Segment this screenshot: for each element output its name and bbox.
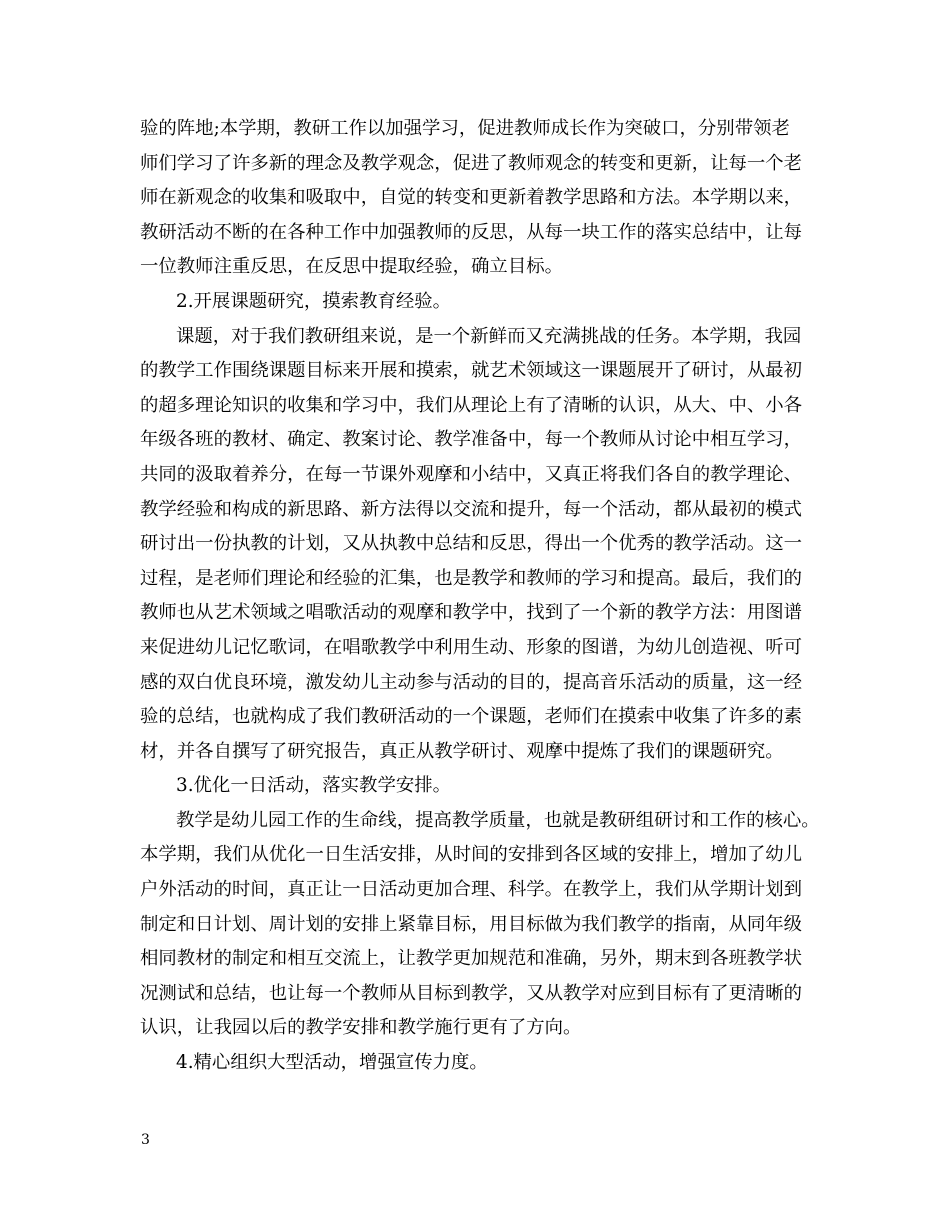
text-line: 教研活动不断的在各种工作中加强教师的反思，从每一块工作的落实总结中，让每	[140, 221, 803, 243]
text-line: 相同教材的制定和相互交流上，让教学更加规范和准确，另外，期末到各班教学状	[140, 948, 803, 970]
text-line: 来促进幼儿记忆歌词，在唱歌教学中利用生动、形象的图谱，为幼儿创造视、听可	[140, 636, 803, 658]
body-text	[140, 112, 820, 1081]
text-line: 教学经验和构成的新思路、新方法得以交流和提升，每一个活动，都从最初的模式	[140, 498, 803, 520]
text-line: 师们学习了许多新的理念及教学观念，促进了教师观念的转变和更新，让每一个老	[140, 152, 803, 174]
text-line: 的超多理论知识的收集和学习中，我们从理论上有了清晰的认识，从大、中、小各	[140, 394, 803, 416]
text-line: 共同的汲取着养分，在每一节课外观摩和小结中，又真正将我们各自的教学理论、	[140, 463, 803, 485]
section-heading: 4.精心组织大型活动，增强宣传力度。	[176, 1052, 488, 1074]
page-number: 3	[141, 1132, 150, 1148]
text-line: 的教学工作围绕课题目标来开展和摸索，就艺术领域这一课题展开了研讨，从最初	[140, 360, 803, 382]
text-line: 制定和日计划、周计划的安排上紧靠目标，用目标做为我们教学的指南，从同年级	[140, 913, 803, 935]
text-line: 验的阵地;本学期，教研工作以加强学习，促进教师成长作为突破口，分别带领老	[140, 118, 790, 139]
section-heading: 3.优化一日活动，落实教学安排。	[176, 775, 452, 797]
text-line: 材，并各自撰写了研究报告，真正从教学研讨、观摩中提炼了我们的课题研究。	[140, 740, 784, 762]
text-line: 过程，是老师们理论和经验的汇集，也是教学和教师的学习和提高。最后，我们的	[140, 567, 803, 589]
paragraph-first-line: 教学是幼儿园工作的生命线，提高教学质量，也就是教研组研讨和工作的核心。	[176, 809, 820, 831]
text-line: 验的总结，也就构成了我们教研活动的一个课题，老师们在摸索中收集了许多的素	[140, 706, 803, 728]
text-line: 感的双白优良环境，激发幼儿主动参与活动的目的，提高音乐活动的质量，这一经	[140, 671, 803, 693]
text-line: 本学期，我们从优化一日生活安排，从时间的安排到各区域的安排上，增加了幼儿	[140, 844, 803, 866]
text-line: 教师也从艺术领域之唱歌活动的观摩和教学中，找到了一个新的教学方法：用图谱	[140, 602, 803, 624]
text-line: 况测试和总结，也让每一个教师从目标到教学，又从教学对应到目标有了更清晰的	[140, 982, 803, 1004]
text-line: 认识，让我园以后的教学安排和教学施行更有了方向。	[140, 1017, 582, 1039]
text-line: 年级各班的教材、确定、教案讨论、教学准备中，每一个教师从讨论中相互学习，	[140, 429, 803, 451]
section-heading: 2.开展课题研究，摸索教育经验。	[176, 290, 452, 312]
text-line: 一位教师注重反思，在反思中提取经验，确立目标。	[140, 256, 563, 278]
text-line: 研讨出一份执教的计划，又从执教中总结和反思，得出一个优秀的教学活动。这一	[140, 533, 803, 555]
paragraph-first-line: 课题，对于我们教研组来说，是一个新鲜而又充满挑战的任务。本学期，我园	[176, 325, 802, 347]
text-line: 户外活动的时间，真正让一日活动更加合理、科学。在教学上，我们从学期计划到	[140, 879, 803, 901]
text-line: 师在新观念的收集和吸取中，自觉的转变和更新着教学思路和方法。本学期以来，	[140, 187, 803, 209]
